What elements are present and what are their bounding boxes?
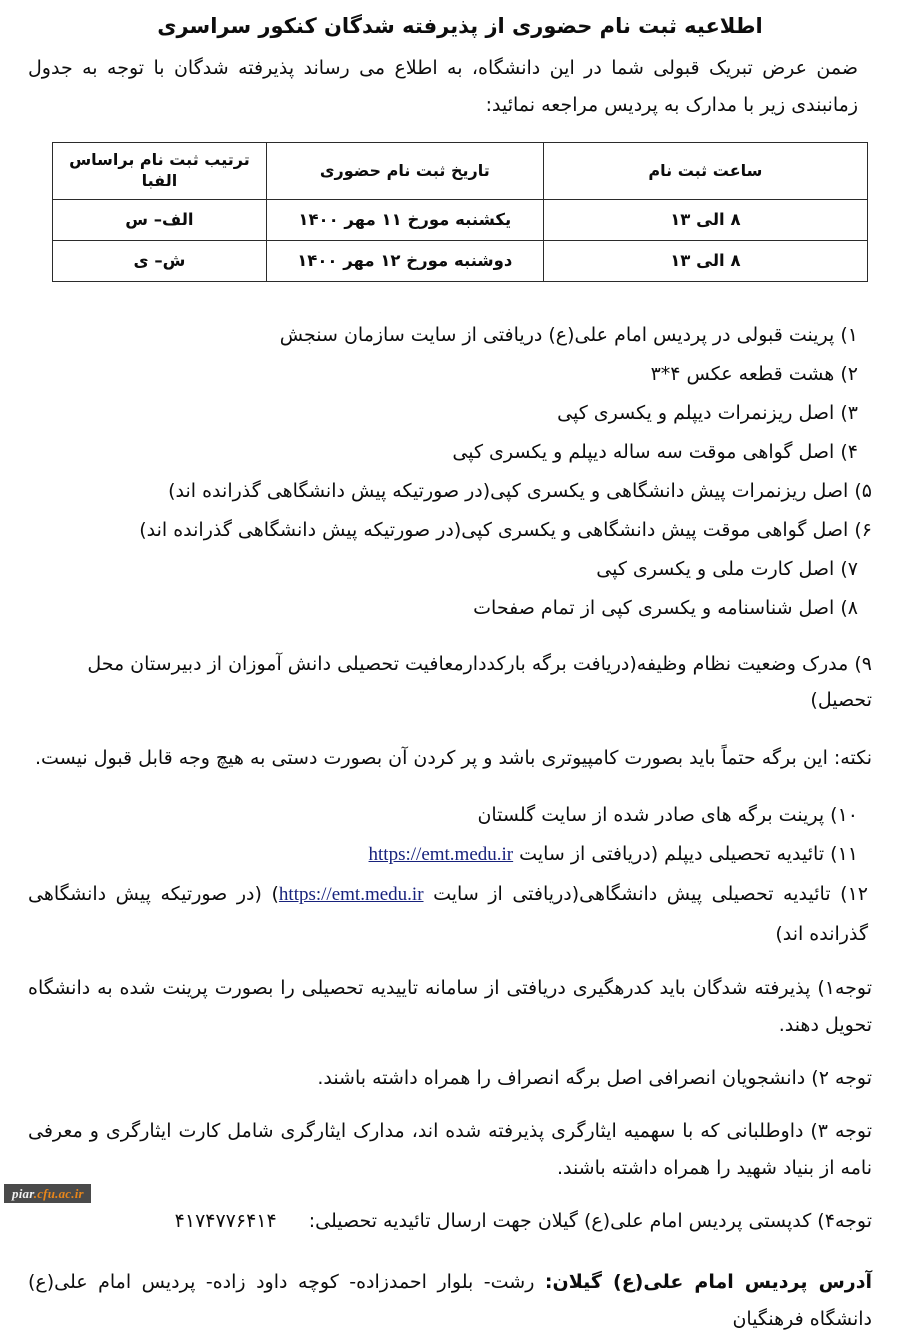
attention-note-3: توجه ۳) داوطلبانی که با سهمیه ایثارگری پذیرفته شده اند، مدارک ایثارگری شامل کارت ایثارگری و معرفی نامه از بنیاد شهید را همراه داشته باشند. [28, 1119, 873, 1179]
emt-medu-link[interactable]: https://emt.medu.ir [278, 883, 424, 905]
list-item: ۱) پرینت قبولی در پردیس امام علی(ع) دریافتی از سایت سازمان سنجش [279, 324, 858, 347]
list-item: ۷) اصل کارت ملی و یکسری کپی [596, 557, 858, 580]
attention-note-1: توجه۱) پذیرفته شدگان باید کدرهگیری دریافتی از سامانه تاییدیه تحصیلی را بصورت پرینت شده به دانشگاه تحویل دهند. [28, 976, 872, 1036]
attention-note-4 [28, 1203, 872, 1240]
emt-medu-link[interactable]: https://emt.medu.ir [368, 843, 514, 865]
list-item-9: ۹) مدرک وضعیت نظام وظیفه(دریافت برگه بارکددارمعافیت تحصیلی دانش آموزان از دبیرستان محل تحصیل) [87, 652, 872, 711]
list-item-12 [28, 875, 868, 954]
list-item-12-suffix: ) (در صورتیکه پیش دانشگاهی گذرانده اند) [28, 882, 868, 945]
list-item-11 [28, 835, 858, 875]
list-item: ۶) اصل گواهی موقت پیش دانشگاهی و یکسری کپی(در صورتیکه پیش دانشگاهی گذرانده اند) [139, 518, 872, 541]
cell-date: دوشنبه مورخ ۱۲ مهر ۱۴۰۰ [266, 241, 543, 282]
list-item-10: ۱۰) پرینت برگه های صادر شده از سایت گلستان [477, 803, 858, 826]
postal-code-value: ۴۱۷۴۷۷۶۴۱۴ [174, 1209, 277, 1232]
list-item: ۳) اصل ریزنمرات دیپلم و یکسری کپی [557, 401, 858, 424]
list-item: ۲) هشت قطعه عکس ۴*۳ [650, 362, 858, 385]
attention-note-2: توجه ۲) دانشجویان انصرافی اصل برگه انصراف را همراه داشته باشند. [317, 1066, 872, 1089]
watermark-domain: .cfu.ac.ir [33, 1186, 84, 1201]
campus-address [28, 1264, 872, 1338]
cell-alpha: ش– ی [53, 241, 267, 282]
watermark-name: piar [12, 1186, 34, 1201]
list-item-11-prefix: ۱۱) تائیدیه تحصیلی دیپلم (دریافتی از سایت [513, 842, 858, 865]
table-header-row [53, 143, 868, 200]
important-note: نکته: این برگه حتماً باید بصورت کامپیوتری باشد و پر کردن آن بصورت دستی به هیچ وجه قابل قبول نیست. [35, 746, 872, 769]
address-label: آدرس پردیس امام علی(ع) گیلان: [544, 1270, 872, 1293]
list-item: ۸) اصل شناسنامه و یکسری کپی از تمام صفحات [473, 596, 858, 619]
column-header-alpha: ترتیب ثبت نام براساس الفبا [53, 143, 267, 200]
address-value: رشت- بلوار احمدزاده- کوچه داود زاده- پردیس امام علی(ع) دانشگاه فرهنگیان [28, 1270, 872, 1330]
schedule-table-wrapper [52, 142, 868, 282]
list-item: ۵) اصل ریزنمرات پیش دانشگاهی و یکسری کپی(در صورتیکه پیش دانشگاهی گذرانده اند) [168, 479, 872, 502]
postal-code-label: توجه۴) کدپستی پردیس امام علی(ع) گیلان جهت ارسال تائیدیه تحصیلی: [308, 1209, 872, 1232]
page-title: اطلاعیه ثبت نام حضوری از پذیرفته شدگان کنکور سراسری [157, 14, 763, 38]
list-item-12-prefix: ۱۲) تائیدیه تحصیلی پیش دانشگاهی(دریافتی از سایت [423, 882, 869, 905]
requirements-list-continued [28, 796, 869, 954]
cell-alpha: الف– س [53, 200, 267, 241]
column-header-date: تاریخ ثبت نام حضوری [266, 143, 543, 200]
cell-time: ۸ الی ۱۳ [543, 241, 867, 282]
site-watermark [4, 1184, 91, 1203]
table-row [53, 200, 868, 241]
cell-date: یکشنبه مورخ ۱۱ مهر ۱۴۰۰ [266, 200, 543, 241]
requirements-list [28, 316, 872, 628]
list-item: ۴) اصل گواهی موقت سه ساله دیپلم و یکسری کپی [452, 440, 858, 463]
column-header-time: ساعت ثبت نام [543, 143, 867, 200]
table-row [53, 241, 868, 282]
cell-time: ۸ الی ۱۳ [543, 200, 867, 241]
schedule-table [52, 142, 868, 282]
intro-paragraph: ضمن عرض تبریک قبولی شما در این دانشگاه، به اطلاع می رساند پذیرفته شدگان با توجه به جدول زمانبندی زیر با مدارک به پردیس مراجعه نمائید: [28, 57, 858, 117]
